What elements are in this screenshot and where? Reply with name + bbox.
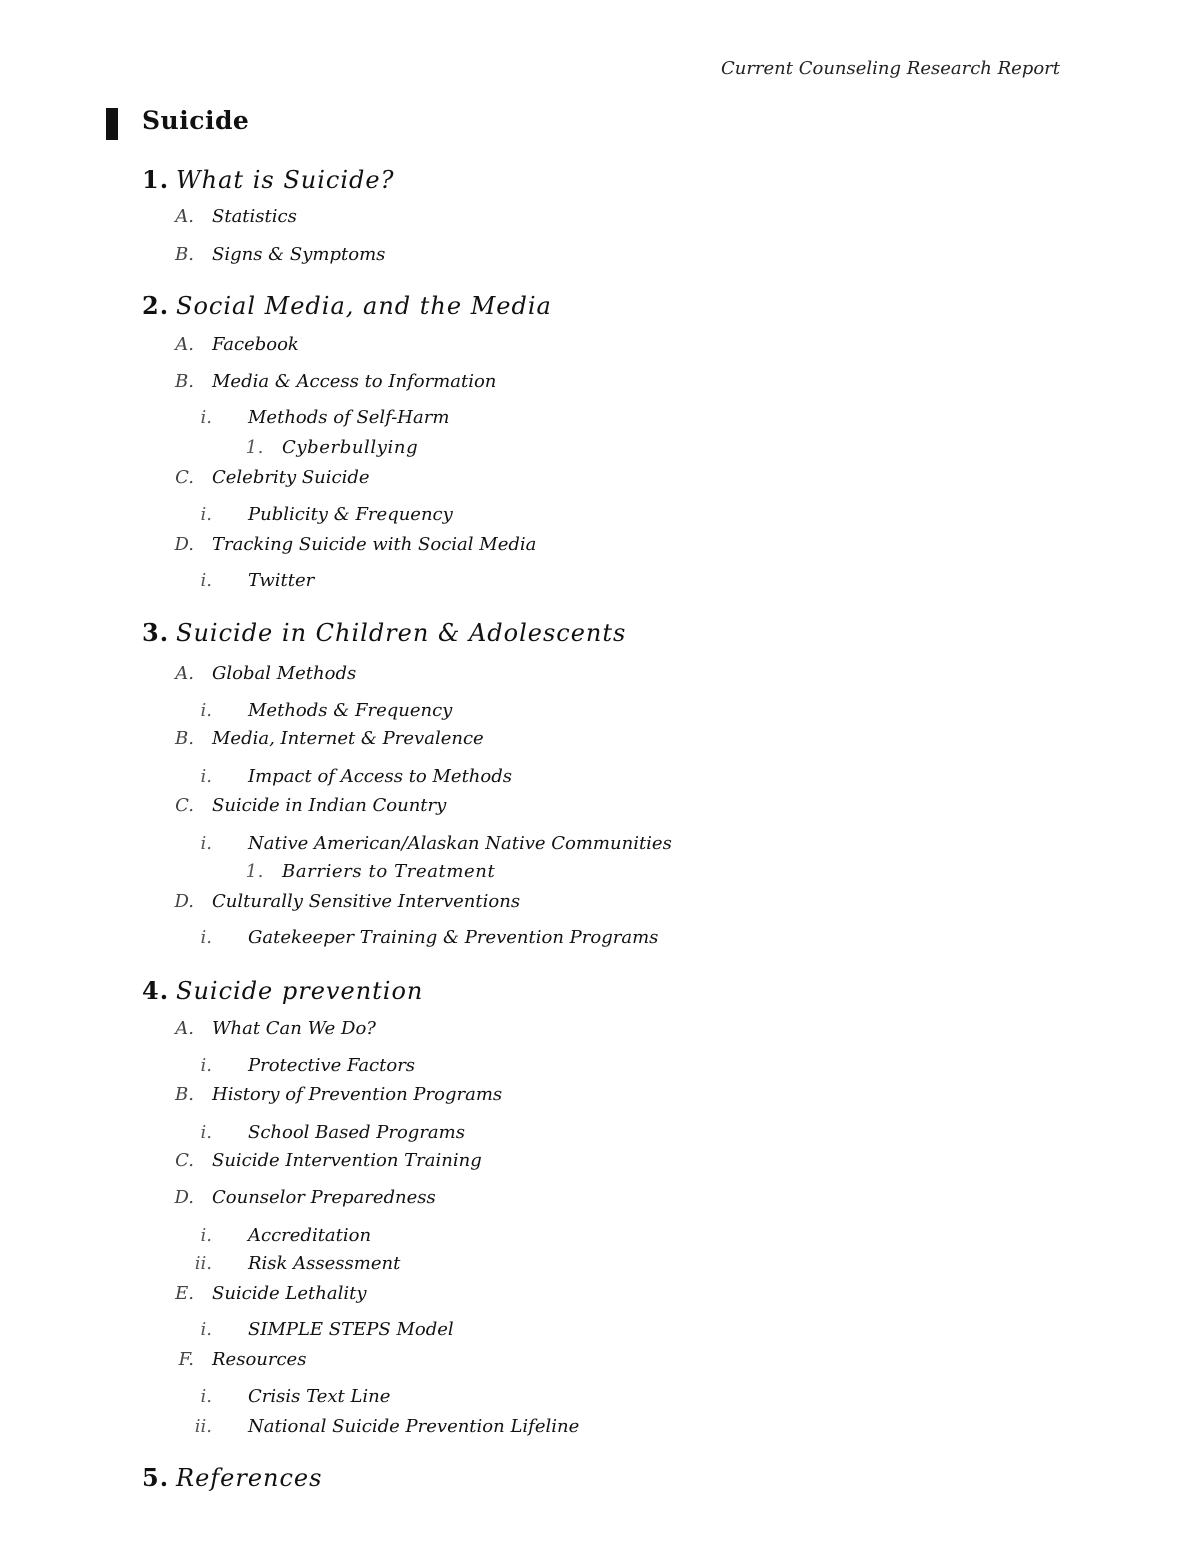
outline-text: Suicide Lethality: [212, 1283, 367, 1304]
outline-text: SIMPLE STEPS Model: [248, 1319, 454, 1340]
running-header: Current Counseling Research Report: [720, 58, 1060, 79]
outline-marker: 4.: [142, 976, 170, 1005]
outline-text: Suicide in Indian Country: [212, 795, 447, 816]
outline-marker: ii.: [194, 1253, 212, 1274]
outline-text: Facebook: [212, 334, 299, 355]
outline-text: Media & Access to Information: [212, 371, 497, 392]
outline-text: Methods & Frequency: [248, 700, 453, 721]
heading-bar-marker: [106, 108, 118, 140]
outline-marker: D.: [174, 534, 194, 555]
outline-marker: C.: [175, 795, 194, 816]
outline-text: Gatekeeper Training & Prevention Programs: [248, 927, 659, 948]
outline-marker: i.: [200, 1386, 212, 1407]
outline-marker: i.: [200, 833, 212, 854]
outline-text: Celebrity Suicide: [212, 467, 370, 488]
outline-text: Signs & Symptoms: [212, 244, 386, 265]
outline-marker: 1.: [245, 861, 264, 882]
outline-text: History of Prevention Programs: [212, 1084, 503, 1105]
outline-text: Suicide in Children & Adolescents: [176, 619, 627, 647]
outline-marker: 5.: [142, 1463, 170, 1492]
outline-text: Counselor Preparedness: [212, 1187, 436, 1208]
outline-text: What Can We Do?: [212, 1018, 376, 1039]
outline-marker: i.: [200, 700, 212, 721]
outline-marker: 3.: [142, 618, 170, 647]
outline-text: Media, Internet & Prevalence: [212, 728, 484, 749]
outline-marker: i.: [200, 766, 212, 787]
outline-marker: A.: [175, 206, 194, 227]
outline-marker: E.: [175, 1283, 194, 1304]
outline-marker: C.: [175, 1150, 194, 1171]
outline-text: Statistics: [212, 206, 297, 227]
outline-marker: B.: [175, 1084, 194, 1105]
outline-text: Cyberbullying: [282, 437, 419, 458]
outline-text: Risk Assessment: [248, 1253, 401, 1274]
outline-text: Twitter: [248, 570, 315, 591]
outline-marker: 1.: [245, 437, 264, 458]
outline-marker: i.: [200, 1225, 212, 1246]
outline-marker: D.: [174, 1187, 194, 1208]
outline-text: Native American/Alaskan Native Communities: [248, 833, 672, 854]
outline-marker: i.: [200, 927, 212, 948]
outline-text: References: [176, 1464, 323, 1492]
outline-text: Publicity & Frequency: [248, 504, 453, 525]
outline-text: Methods of Self-Harm: [248, 407, 450, 428]
outline-marker: D.: [174, 891, 194, 912]
document-title: Suicide: [142, 106, 250, 135]
outline-text: Suicide prevention: [176, 977, 424, 1005]
outline-marker: i.: [200, 407, 212, 428]
outline-text: Global Methods: [212, 663, 357, 684]
outline-text: School Based Programs: [248, 1122, 465, 1143]
outline-text: What is Suicide?: [176, 166, 395, 194]
outline-text: Protective Factors: [248, 1055, 416, 1076]
outline-marker: B.: [175, 371, 194, 392]
outline-text: Barriers to Treatment: [282, 861, 496, 882]
outline-marker: 1.: [142, 165, 170, 194]
outline-text: Suicide Intervention Training: [212, 1150, 482, 1171]
outline-marker: B.: [175, 244, 194, 265]
outline-marker: i.: [200, 1055, 212, 1076]
outline-marker: A.: [175, 663, 194, 684]
outline-text: National Suicide Prevention Lifeline: [248, 1416, 580, 1437]
outline-marker: 2.: [142, 291, 170, 320]
outline-text: Accreditation: [248, 1225, 372, 1246]
outline-marker: ii.: [194, 1416, 212, 1437]
outline-marker: F.: [178, 1349, 194, 1370]
outline-text: Social Media, and the Media: [176, 292, 552, 320]
outline-text: Impact of Access to Methods: [248, 766, 512, 787]
outline-marker: i.: [200, 570, 212, 591]
outline-marker: i.: [200, 504, 212, 525]
outline-text: Tracking Suicide with Social Media: [212, 534, 537, 555]
outline-marker: C.: [175, 467, 194, 488]
outline-marker: i.: [200, 1122, 212, 1143]
outline-marker: A.: [175, 334, 194, 355]
outline-marker: A.: [175, 1018, 194, 1039]
outline-text: Culturally Sensitive Interventions: [212, 891, 521, 912]
outline-marker: B.: [175, 728, 194, 749]
outline-text: Crisis Text Line: [248, 1386, 391, 1407]
outline-marker: i.: [200, 1319, 212, 1340]
outline-text: Resources: [212, 1349, 307, 1370]
